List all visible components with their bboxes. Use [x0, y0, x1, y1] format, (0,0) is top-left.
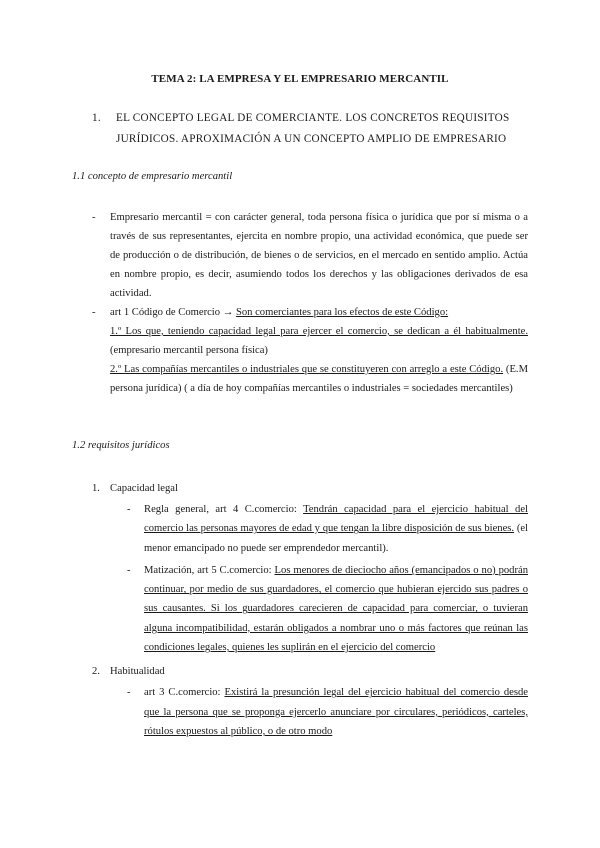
dash-bullet: - [92, 307, 96, 318]
sub-list [92, 683, 528, 741]
dash-bullet: - [127, 504, 131, 515]
dash-bullet: - [92, 212, 96, 223]
quote-underlined: 1.º Los que, teniendo capacidad legal para ejercer el comercio, se dedican a él habitualmente. [110, 326, 528, 337]
list-item [127, 500, 528, 558]
page-title: TEMA 2: LA EMPRESA Y EL EMPRESARIO MERCANTIL [151, 73, 449, 85]
dash-bullet: - [127, 687, 131, 699]
subsection-heading-2: 1.2 requisitos jurídicos [72, 440, 170, 451]
list-item [92, 208, 528, 303]
item-number: 1. [92, 483, 100, 494]
article-lead: art 1 Código de Comercio [110, 307, 221, 318]
quote-underlined: Son comerciantes para los efectos de este Código: [235, 307, 449, 318]
list-item [92, 662, 528, 741]
subsection-heading-1: 1.1 concepto de empresario mercantil [72, 171, 233, 182]
list-item [127, 683, 528, 741]
definition-text: Empresario mercantil = con carácter general, toda persona física o jurídica que por sí misma o a través de sus representantes, ejercita en nombre propio, una actividad económica, que puede ser de producción o de distribución, de bienes o de servicios, en el mercado en sentido amplio. Actúa en nombre propio, es decir, asumiendo todos los derechos y las obligaciones derivados de esa actividad. [110, 212, 528, 299]
requirements-list [92, 479, 528, 741]
item-label: Capacidad legal [110, 483, 178, 494]
article-lead: Matización, art 5 C.comercio: [144, 564, 275, 576]
article-lead: art 3 C.comercio: [144, 687, 225, 699]
list-item [92, 303, 528, 398]
note-text: (empresario mercantil persona física) [110, 345, 268, 356]
quote-underlined: Tendrán capacidad para el ejercicio habitual del comercio las personas mayores de edad y que tengan la libre disposición de sus bienes. [144, 504, 528, 535]
quote-underlined: 2.º Las compañías mercantiles o industriales que se constituyeren con arreglo a este Código. [110, 364, 504, 375]
quote-underlined: Existirá la presunción legal del ejercicio habitual del comercio desde que la persona que se proponga ejercerlo anunciare por circulares, periódicos, carteles, rótulos expuestos al público, o de otro modo [144, 687, 528, 737]
concept-bullet-list [92, 208, 528, 398]
dash-bullet: - [127, 564, 131, 576]
section-heading [92, 108, 532, 150]
arrow-icon: → [222, 307, 234, 318]
section-number: 1. [92, 112, 101, 124]
item-number: 2. [92, 666, 100, 678]
note-text: (el menor emancipado no puede ser emprendedor mercantil). [144, 523, 528, 554]
note-text: (E.M persona jurídica) ( a día de hoy compañías mercantiles o industriales = sociedades mercantiles) [110, 364, 528, 394]
section-heading-text: EL CONCEPTO LEGAL DE COMERCIANTE. LOS CONCRETOS REQUISITOS JURÍDICOS. APROXIMACIÓN A UN CONCEPTO AMPLIO DE EMPRESARIO [116, 112, 510, 145]
sub-list [92, 500, 528, 657]
item-label: Habitualidad [110, 666, 165, 678]
quote-underlined: Los menores de dieciocho años (emancipados o no) podrán continuar, por medio de sus guardadores, el comercio que hubieran ejercido sus padres o sus causantes. Si los guardadores carecieren de capacidad para comerciar, o tuvieran alguna incompatibilidad, estarán obligados a nombrar uno o más factores que reúnan las condiciones legales, quienes les suplirán en el ejercicio del comercio [144, 564, 528, 654]
list-item [127, 561, 528, 657]
article-lead: Regla general, art 4 C.comercio: [144, 504, 304, 515]
list-item [92, 479, 528, 657]
